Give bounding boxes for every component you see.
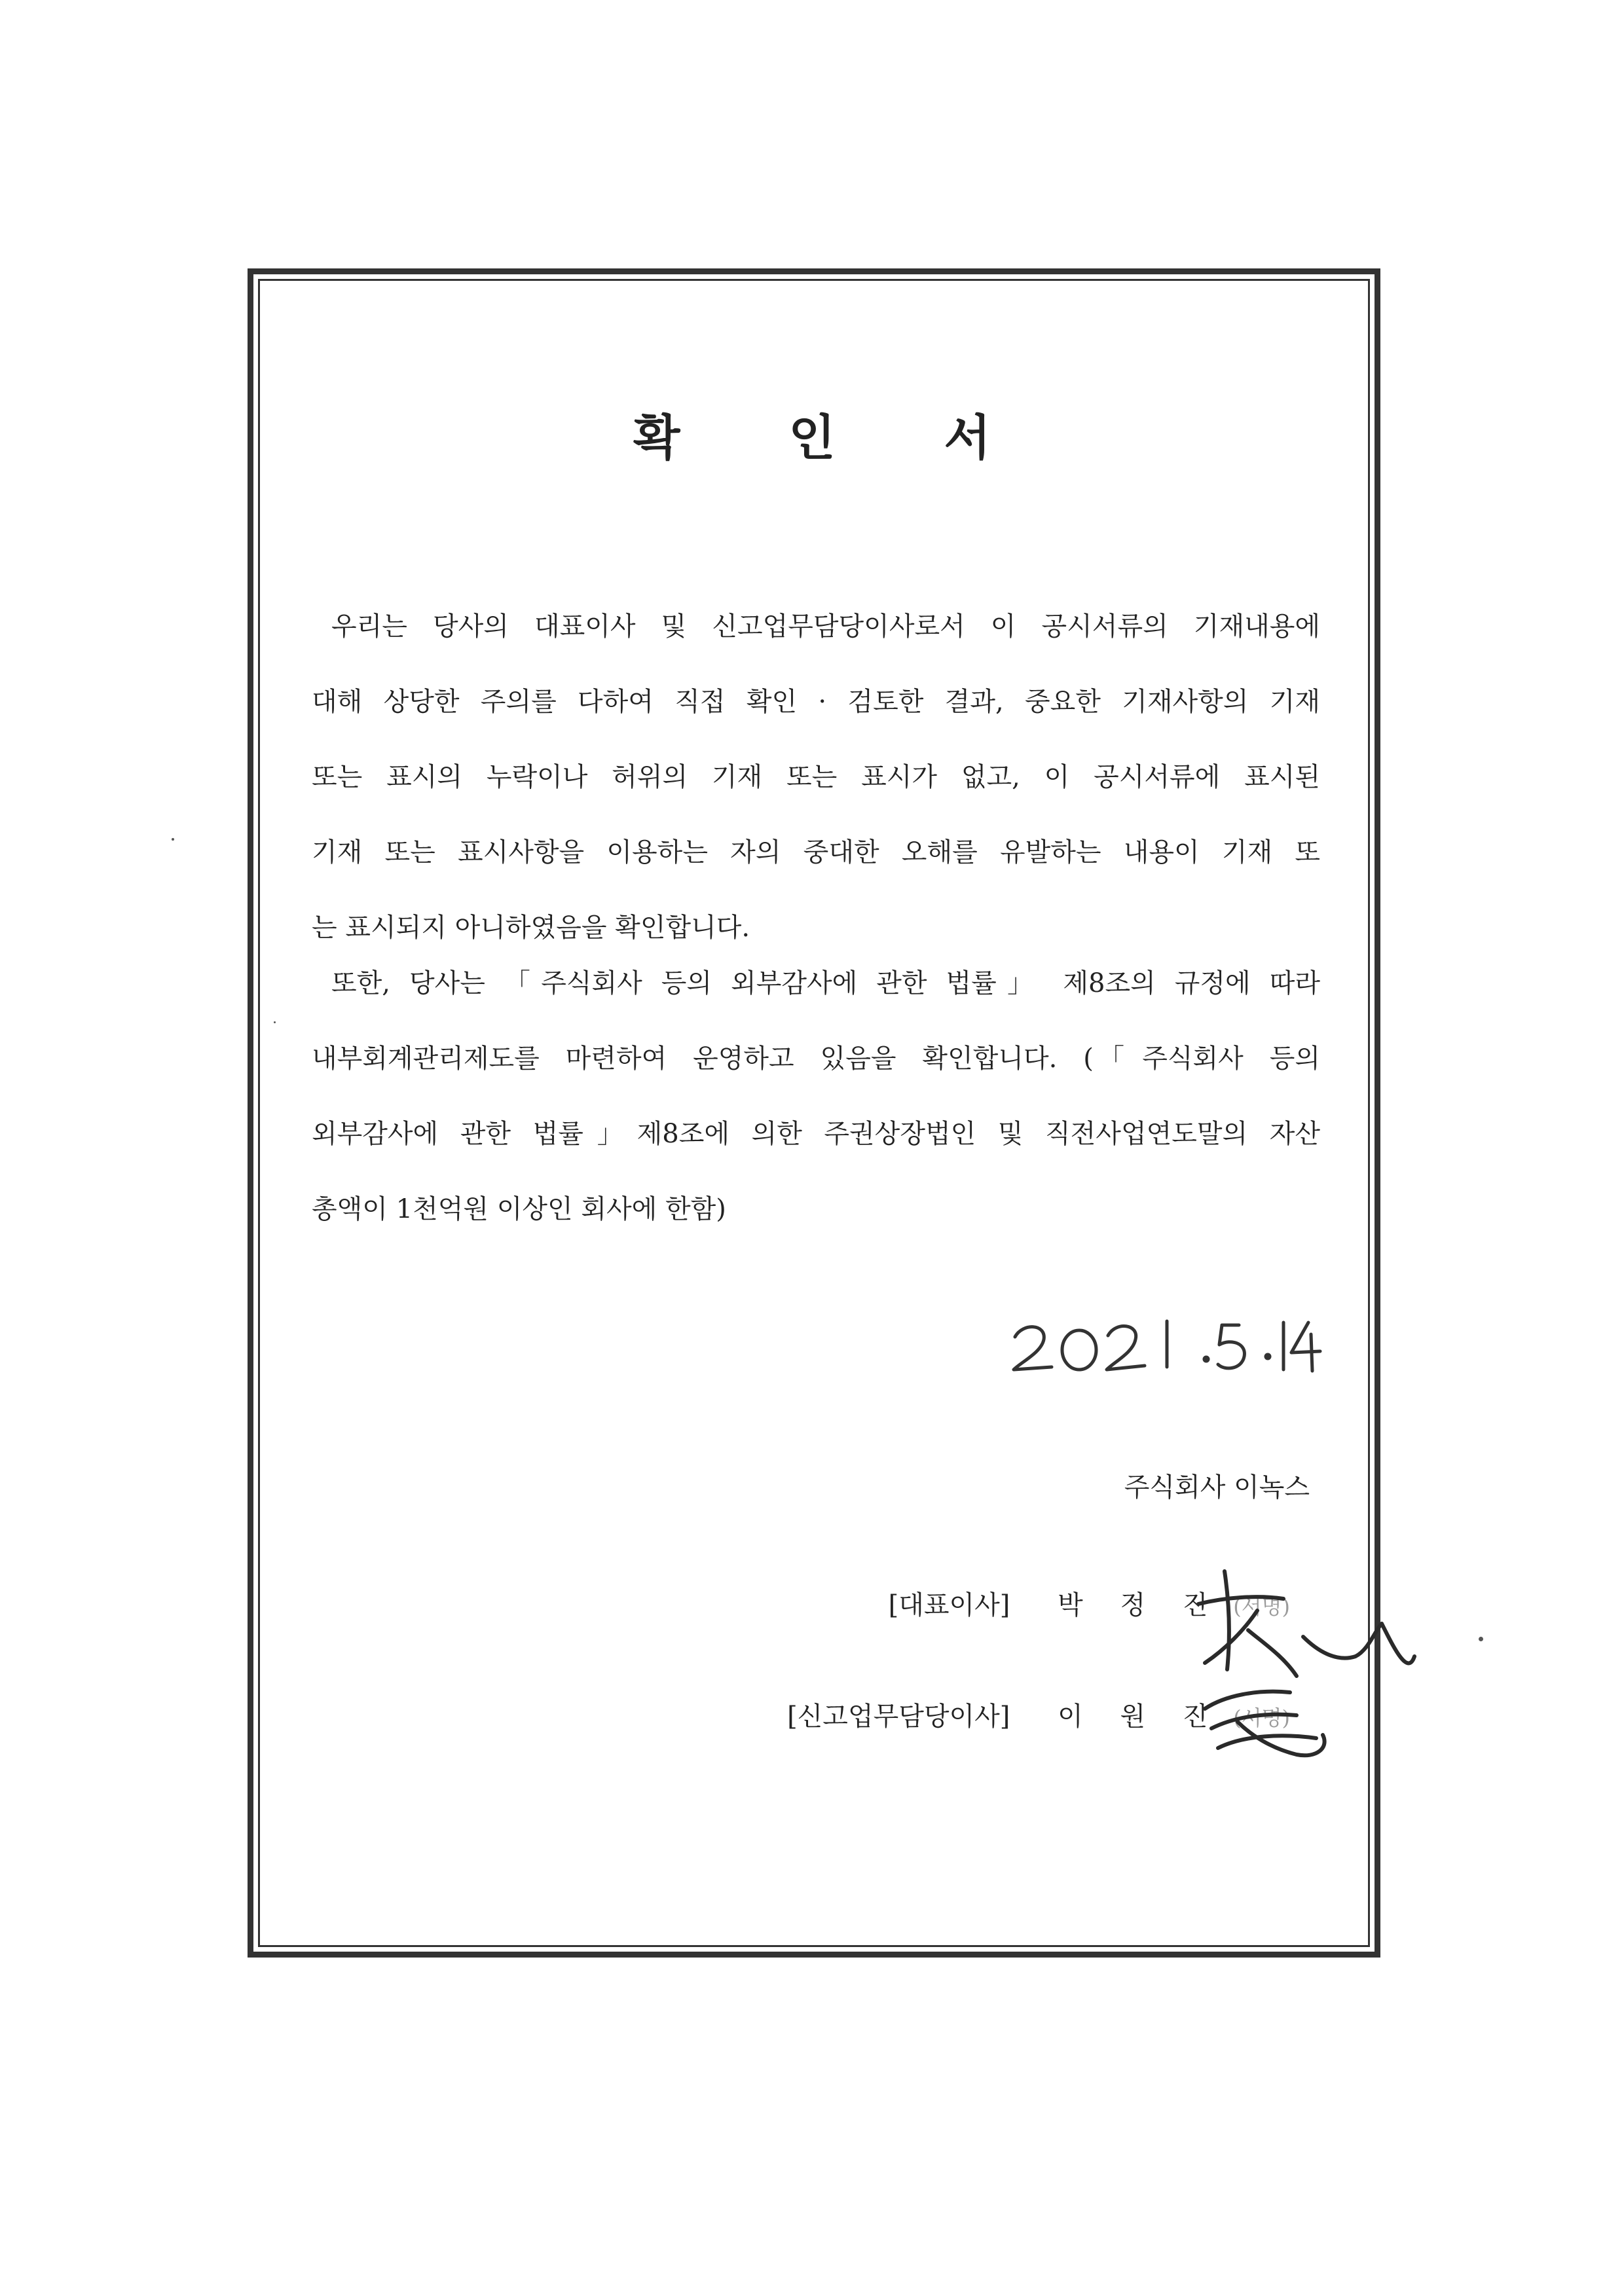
paragraph-line: 대해 상당한 주의를 다하여 직접 확인 · 검토한 결과, 중요한 기재사항의 기재: [312, 687, 1320, 717]
paragraph-line: 우리는 당사의 대표이사 및 신고업무담당이사로서 이 공시서류의 기재내용에: [331, 611, 1320, 642]
signatory-name: 이 원 진: [1058, 1702, 1223, 1732]
scan-speck: [1479, 1637, 1483, 1641]
paragraph-line: 내부회계관리제도를 마련하여 운영하고 있음을 확인합니다. (「주식회사 등의: [312, 1044, 1320, 1074]
paragraph-confirmation: [312, 589, 1320, 966]
paragraph-line: 또한, 당사는 「주식회사 등의 외부감사에 관한 법률」 제8조의 규정에 따라: [331, 968, 1320, 998]
signature-placeholder: (서명): [1233, 1705, 1290, 1730]
signatory-role: [신고업무담당이사]: [787, 1702, 1010, 1732]
paragraph-line: 총액이 1천억원 이상인 회사에 한함): [312, 1194, 726, 1224]
paragraph-internal-control: [312, 946, 1320, 1247]
scan-speck: [172, 838, 174, 841]
paragraph-line: 외부감사에 관한 법률」제8조에 의한 주권상장법인 및 직전사업연도말의 자산: [312, 1119, 1320, 1149]
paragraph-line: 기재 또는 표시사항을 이용하는 자의 중대한 오해를 유발하는 내용이 기재 또: [312, 837, 1320, 867]
signatory-role: [대표이사]: [888, 1590, 1010, 1620]
signatory-name: 박 정 진: [1058, 1590, 1223, 1620]
paragraph-line: 또는 표시의 누락이나 허위의 기재 또는 표시가 없고, 이 공시서류에 표시된: [312, 762, 1320, 792]
signature-placeholder: (서명): [1233, 1594, 1290, 1619]
paragraph-line: 는 표시되지 아니하였음을 확인합니다.: [312, 913, 750, 943]
handwritten-date: [995, 1296, 1323, 1394]
document-title: 확 인 서: [633, 410, 1037, 466]
scan-speck: [274, 1021, 276, 1023]
company-name: 주식회사 이녹스: [1124, 1472, 1310, 1503]
handwritten-signature: [1185, 1558, 1467, 1781]
